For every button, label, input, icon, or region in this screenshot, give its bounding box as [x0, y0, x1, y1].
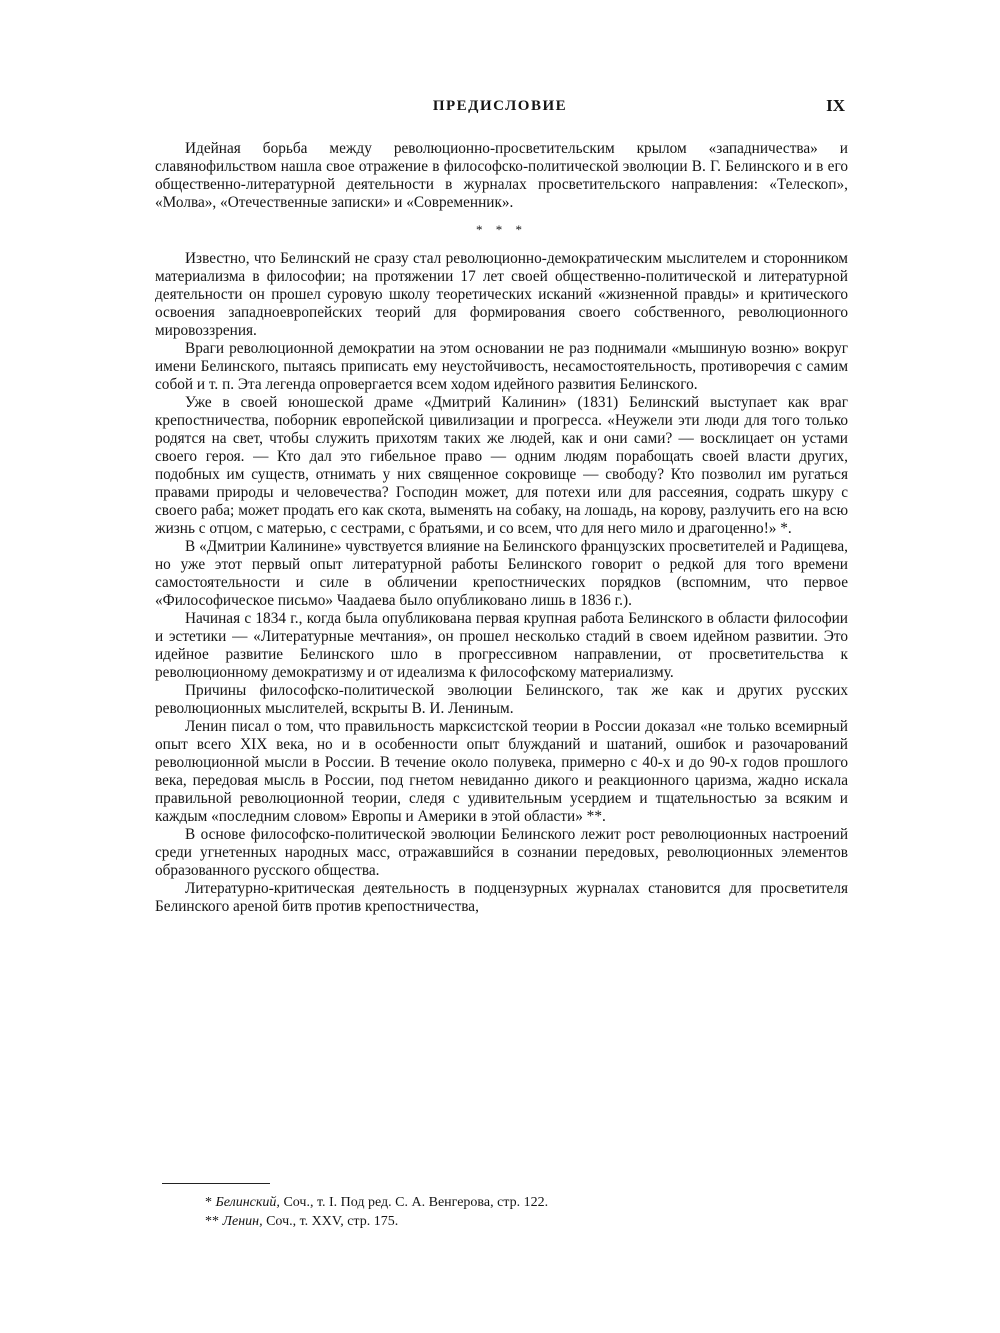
- footnotes: [205, 1193, 845, 1231]
- footnote-citation: Соч., т. I. Под ред. С. А. Венгерова, стр. 122.: [283, 1195, 549, 1210]
- running-title: ПРЕДИСЛОВИЕ: [432, 98, 568, 114]
- footnote: [205, 1212, 845, 1231]
- paragraph: Идейная борьба между революционно-просветительским крылом «западничества» и славянофильством нашла свое отражение в философско-политической эволюции В. Г. Белинского и в его общественно-литературной деятельности в журналах просветительского направления: «Телескоп», «Молва», «Отечественные записки» и «Современник».: [155, 140, 848, 211]
- footnote-citation: Соч., т. XXV, стр. 175.: [266, 1214, 399, 1229]
- paragraph: Враги революционной демократии на этом основании не раз поднимали «мышиную возню» вокруг имени Белинского, пытаясь приписать ему неустойчивость, несамостоятельность, противоречия с самим собой и т. п. Эта легенда опровергается всем ходом идейного развития Белинского.: [155, 340, 848, 393]
- paragraph: В «Дмитрии Калинине» чувствуется влияние на Белинского французских просветителей и Радищева, но уже этот первый опыт литературной работы Белинского говорит о редкой для того времени самостоятельности и силе в обличении крепостнических порядков (вспомним, что первое «Философическое письмо» Чаадаева было опубликовано лишь в 1836 г.).: [155, 538, 848, 609]
- paragraph: Причины философско-политической эволюции Белинского, так же как и других русских революционных мыслителей, вскрыты В. И. Лениным.: [155, 682, 848, 717]
- paragraph: Начиная с 1834 г., когда была опубликована первая крупная работа Белинского в области философии и эстетики — «Литературные мечтания», он прошел несколько стадий в своем идейном развитии. Это идейное развитие Белинского шло в прогрессивном направлении, от просветительства к революционному демократизму и от идеализма к философскому материализму.: [155, 610, 848, 681]
- paragraph: Уже в своей юношеской драме «Дмитрий Калинин» (1831) Белинский выступает как враг крепостничества, поборник европейской цивилизации и прогресса. «Неужели эти люди для того только родятся на свет, чтобы служить прихотям таких же людей, как и они сами? — восклицает он устами своего героя. — Кто дал это гибельное право — одним людям порабощать своей власти других, подобных им существ, отнимать у них священное сокровище — свободу? Кто позволил им ругаться правами природы и человечества? Господин может, для потехи или для рассеяния, содрать шкуру с своего раба; может продать его как скота, выменять на собаку, на лошадь, на корову, разлучить его на всю жизнь с отцом, с матерью, с сестрами, с братьями, и со всем, что для него мило и драгоценно!» *.: [155, 394, 848, 537]
- paragraph: Известно, что Белинский не сразу стал революционно-демократическим мыслителем и сторонником материализма в философии; на протяжении 17 лет своей общественно-политической и литературной деятельности он прошел суровую школу теоретических исканий «жизненной правды» и критического освоения западноевропейских теорий для формирования своего собственного, революционного мировоззрения.: [155, 250, 848, 339]
- body-text: [155, 140, 848, 916]
- footnote: [205, 1193, 845, 1212]
- paragraph: Ленин писал о том, что правильность марксистской теории в России доказал «не только всемирный опыт всего XIX века, но и в особенности опыт блужданий и шатаний, ошибок и разочарований революционной мысли в России. В течение около полувека, примерно с 40-х и до 90-х годов прошлого века, передовая мысль в России, под гнетом невиданно дикого и реакционного царизма, жадно искала правильной революционной теории, следя с удивительным усердием и тщательностью за всяким и каждым «последним словом» Европы и Америки в этой области» **.: [155, 718, 848, 825]
- section-break-asterisks: * * *: [476, 222, 527, 237]
- footnote-author: Белинский,: [215, 1195, 280, 1210]
- footnote-marker: **: [205, 1214, 219, 1229]
- paragraph: В основе философско-политической эволюции Белинского лежит рост революционных настроений среди угнетенных народных масс, отражавшийся в сознании передовых, революционных элементов образованного русского общества.: [155, 826, 848, 879]
- footnote-marker: *: [205, 1195, 212, 1210]
- running-header: [0, 96, 1000, 120]
- footnote-divider: [162, 1183, 270, 1184]
- page-number: IX: [826, 96, 845, 115]
- paragraph: Литературно-критическая деятельность в подцензурных журналах становится для просветителя Белинского ареной битв против крепостничества,: [155, 880, 848, 915]
- footnote-author: Ленин,: [222, 1214, 263, 1229]
